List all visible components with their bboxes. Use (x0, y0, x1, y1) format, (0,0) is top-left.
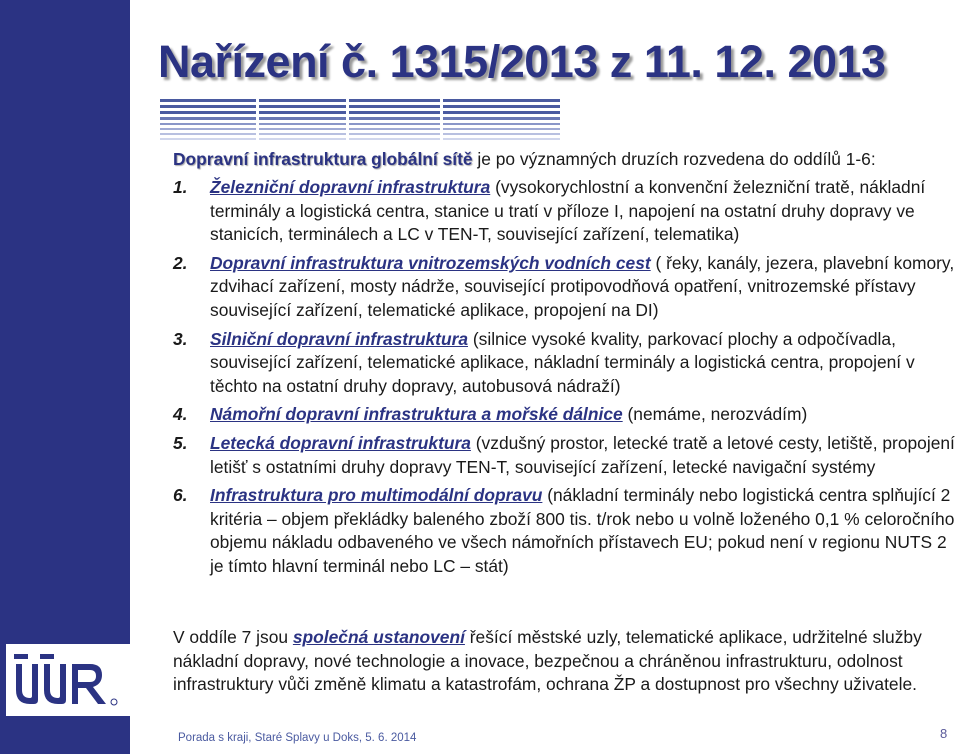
list-item (173, 403, 960, 427)
item-number: 1. (173, 177, 188, 197)
item-heading: Silniční dopravní infrastruktura (210, 328, 469, 349)
sidebar-band (0, 0, 130, 754)
item-number: 4. (173, 404, 188, 425)
item-heading: Letecká dopravní infrastruktura (210, 432, 471, 453)
intro-highlight: Dopravní infrastruktura globální sítě (173, 149, 473, 169)
footer-text: Porada s kraji, Staré Splavy u Doks, 5. 6. 2014 (178, 732, 417, 744)
closing-pre: V oddíle 7 jsou (173, 627, 293, 647)
title-decor-stripes (160, 97, 560, 145)
list-item (173, 176, 960, 247)
item-number: 3. (173, 328, 188, 349)
item-heading: Železniční dopravní infrastruktura (210, 177, 491, 197)
item-text: (vzdušný prostor, letecké tratě a letové cesty, letiště, propojení letišť s ostatními druhy dopravy TEN-T, související zařízení, letecké navigační systémy (210, 432, 955, 477)
infrastructure-list (173, 176, 960, 584)
item-heading: Dopravní infrastruktura vnitrozemských vodních cest (210, 252, 651, 273)
item-number: 2. (173, 252, 188, 273)
item-text: (vysokorychlostní a konvenční železniční tratě, nákladní terminály a logistická centra, stanice u tratí v příloze I, napojení na ostatní druhy dopravy ve stanicích, terminálech a LC v TEN-T, související zařízení, telematika) (210, 177, 926, 245)
slide-title: Nařízení č. 1315/2013 z 11. 12. 2013 (158, 36, 886, 87)
intro-rest: je po významných druzích rozvedena do oddílů 1-6: (472, 149, 876, 169)
closing-paragraph (173, 626, 953, 697)
item-text: (nákladní terminály nebo logistická centra splňující 2 kritéria – objem překládky baleného zboží 800 tis. t/rok nebo u volně loženého 0,1 % celoročního objemu nákladu odbaveného ve všech námořních přístavech EU; pokud není v regionu NUTS 2 je tímto hlavní terminál nebo LC – stát) (210, 485, 955, 576)
item-number: 6. (173, 485, 188, 506)
closing-post: řešící městské uzly, telematické aplikace, udržitelné služby nákladní dopravy, nové technologie a inovace, bezpečnou a chráněnou infrastrukturu, odolnost infrastruktury vůči změně klimatu a katastrofám, ochrana ŽP a dostupnost pro všechny uživatele. (173, 627, 922, 695)
uur-logo (6, 644, 130, 716)
list-item (173, 328, 960, 399)
item-heading: Námořní dopravní infrastruktura a mořské dálnice (210, 404, 623, 425)
intro-paragraph (173, 148, 953, 171)
list-item (173, 432, 960, 479)
item-text: ( řeky, kanály, jezera, plavební komory, zdvihací zařízení, mosty nádrže, související protipovodňová opatření, vnitrozemské přístavy související zařízení, telematické aplikace, propojení na DI) (210, 252, 955, 320)
item-heading: Infrastruktura pro multimodální dopravu (210, 485, 543, 506)
item-number: 5. (173, 432, 188, 453)
item-text: (nemáme, nerozvádím) (622, 404, 808, 425)
uur-logo-icon (10, 652, 126, 710)
page-number: 8 (940, 726, 948, 741)
list-item (173, 252, 960, 323)
list-item (173, 484, 960, 578)
item-text: (silnice vysoké kvality, parkovací plochy a odpočívadla, související zařízení, telematické aplikace, nákladní terminály a logistická centra, propojení v těchto na ostatní druhy dopravy, autobusová nádraží) (210, 328, 915, 396)
closing-heading: společná ustanovení (292, 627, 465, 647)
